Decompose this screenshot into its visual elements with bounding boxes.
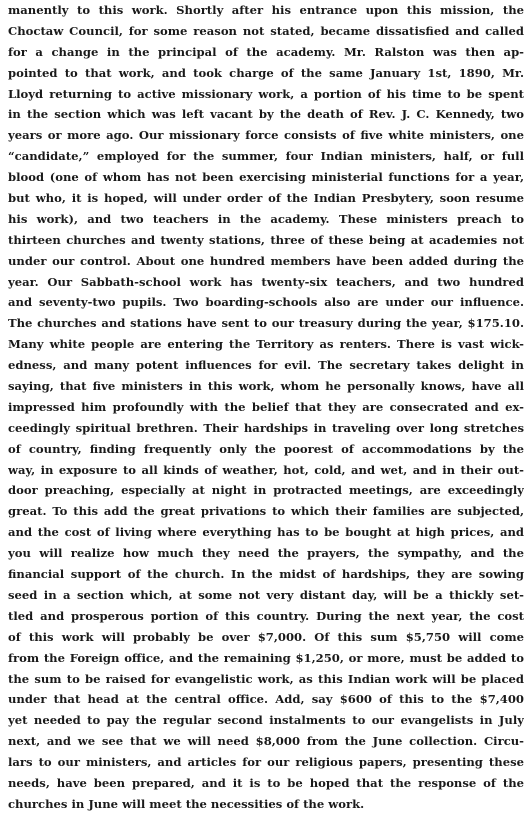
text-line: impressed him profoundly with the belief that they are consecrated and ex- <box>8 399 524 414</box>
text-line: pointed to that work, and took charge of the same January 1st, 1890, Mr. <box>8 65 524 80</box>
text-line: years or more ago. Our missionary force consists of five white ministers, one <box>8 128 524 143</box>
text-line: blood (one of whom has not been exercising ministerial functions for a year, <box>8 170 524 185</box>
text-line: needs, have been prepared, and it is to be hoped that the response of the <box>8 775 524 790</box>
text-line: lars to our ministers, and articles for our religious papers, presenting these <box>8 755 524 770</box>
text-line: Lloyd returning to active missionary work, a portion of his time to be spent <box>8 86 524 101</box>
document-page <box>8 0 524 815</box>
text-line: for a change in the principal of the academy. Mr. Ralston was then ap- <box>8 44 524 59</box>
text-line: yet needed to pay the regular second instalments to our evangelists in July <box>8 713 524 728</box>
text-line: from the Foreign office, and the remaining $1,250, or more, must be added to <box>8 650 524 665</box>
text-line: next, and we see that we will need $8,000 from the June collection. Circu- <box>8 734 524 749</box>
text-line: ceedingly spiritual brethren. Their hardships in traveling over long stretches <box>8 420 524 435</box>
text-line: great. To this add the great privations to which their families are subjected, <box>8 504 524 519</box>
text-line: in the section which was left vacant by the death of Rev. J. C. Kennedy, two <box>8 107 524 122</box>
text-line: seed in a section which, at some not very distant day, will be a thickly set- <box>8 587 524 602</box>
text-line: and the cost of living where everything has to be bought at high prices, and <box>8 525 524 540</box>
text-line: Choctaw Council, for some reason not stated, became dissatisfied and called <box>8 23 524 38</box>
text-line: “candidate,” employed for the summer, four Indian ministers, half, or full <box>8 149 524 164</box>
text-line: The churches and stations have sent to our treasury during the year, $175.10. <box>8 316 524 331</box>
text-line: and seventy-two pupils. Two boarding-schools also are under our influence. <box>8 295 524 310</box>
text-line: of this work will probably be over $7,000. Of this sum $5,750 will come <box>8 629 524 644</box>
text-line: under that head at the central office. Add, say $600 of this to the $7,400 <box>8 692 524 707</box>
text-line: manently to this work. Shortly after his entrance upon this mission, the <box>8 3 524 17</box>
text-line: financial support of the church. In the midst of hardships, they are sowing <box>8 567 524 582</box>
text-line: thirteen churches and twenty stations, three of these being at academies not <box>8 232 524 247</box>
text-line: saying, that five ministers in this work, whom he personally knows, have all <box>8 379 524 394</box>
text-line: under our control. About one hundred members have been added during the <box>8 253 524 268</box>
text-line: tled and prosperous portion of this country. During the next year, the cost <box>8 608 524 623</box>
text-line: but who, it is hoped, will under order of the Indian Presbytery, soon resume <box>8 191 524 206</box>
text-line: the sum to be raised for evangelistic work, as this Indian work will be placed <box>8 671 524 686</box>
text-line: door preaching, especially at night in protracted meetings, are exceedingly <box>8 483 524 498</box>
text-line: of country, finding frequently only the poorest of accommodations by the <box>8 441 524 456</box>
text-line: Many white people are entering the Territory as renters. There is vast wick- <box>8 337 524 352</box>
text-line: you will realize how much they need the prayers, the sympathy, and the <box>8 546 524 561</box>
text-line: churches in June will meet the necessities of the work. <box>8 796 365 811</box>
text-line: way, in exposure to all kinds of weather, hot, cold, and wet, and in their out- <box>8 462 524 477</box>
text-line: his work), and two teachers in the academy. These ministers preach to <box>8 211 524 226</box>
text-line: year. Our Sabbath-school work has twenty-six teachers, and two hundred <box>8 274 524 289</box>
text-line: edness, and many potent influences for evil. The secretary takes delight in <box>8 358 524 373</box>
